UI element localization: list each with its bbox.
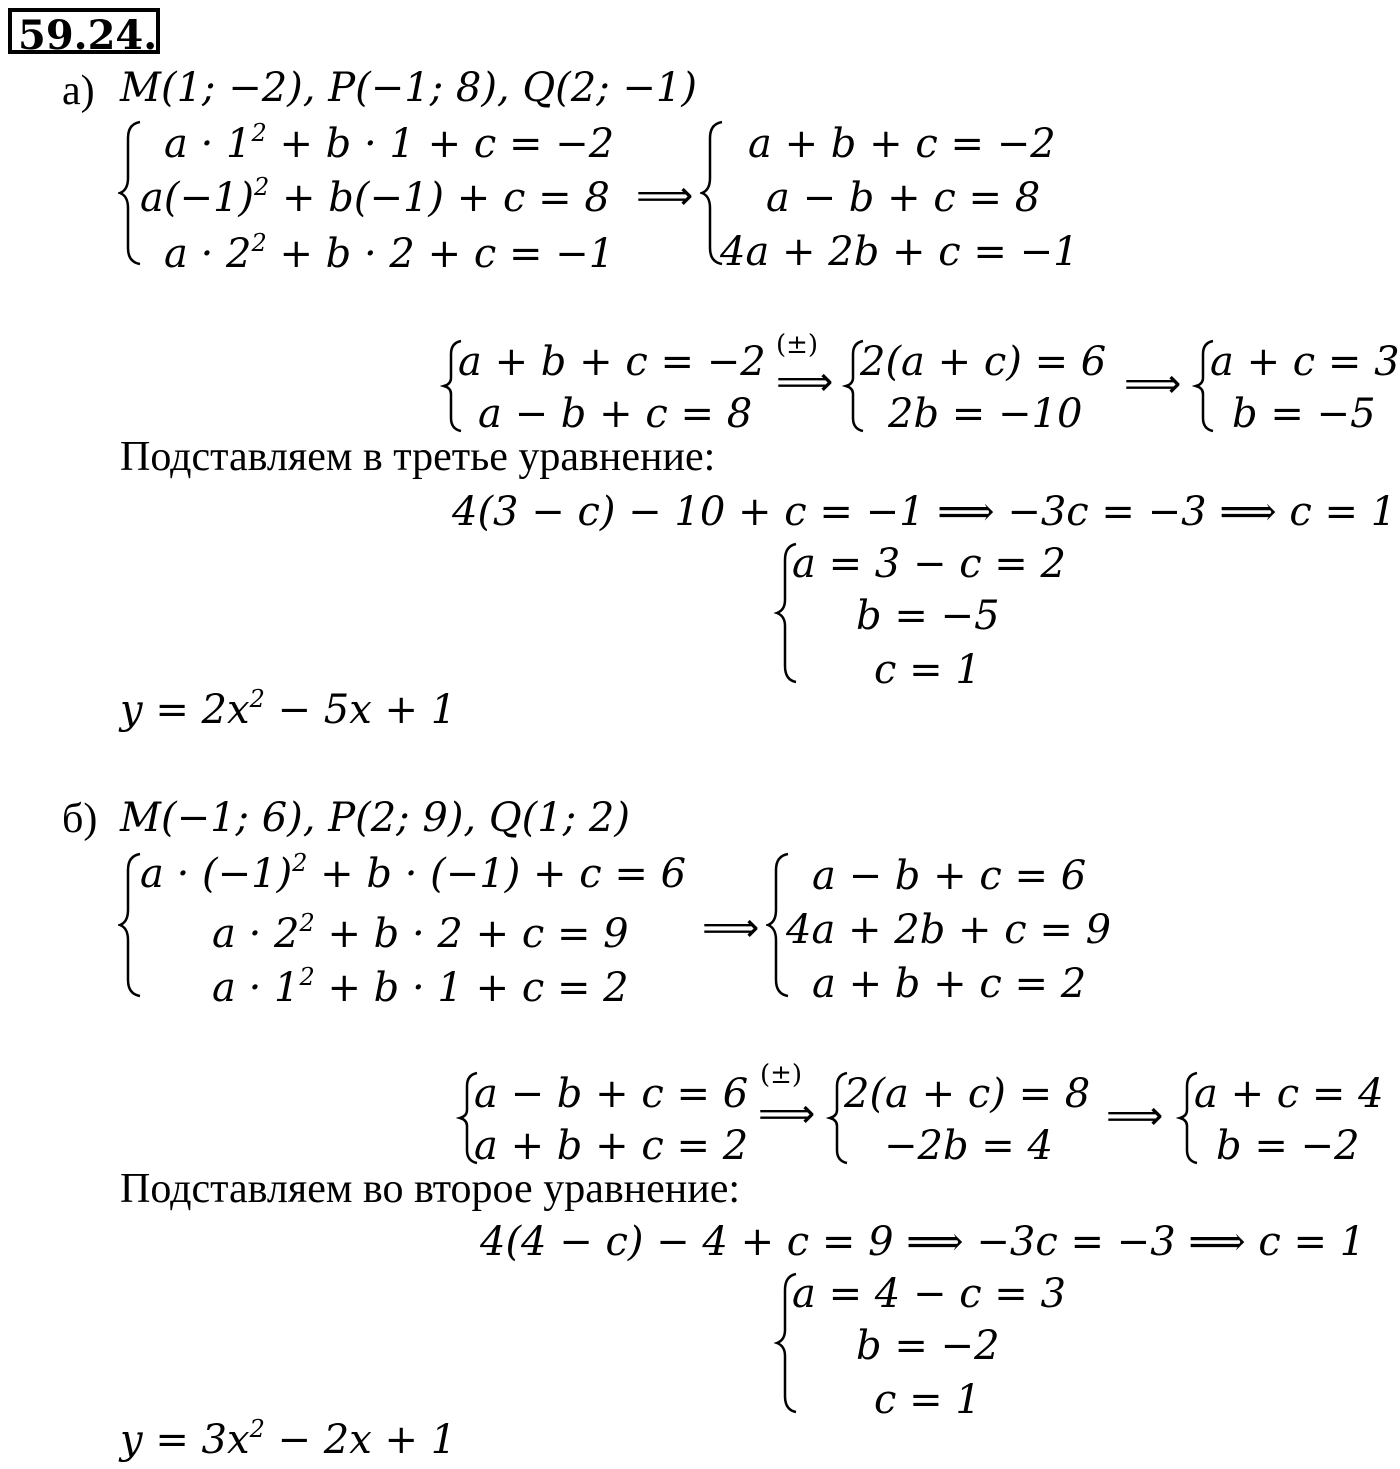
equation-row: c = 1 (874, 647, 981, 693)
equation-row: 2(a + c) = 6 (860, 339, 1107, 385)
equation-row: a − b + c = 6 (474, 1071, 749, 1117)
part-a-answer: $y = 2x^2 - 5x + 1$ (120, 685, 457, 733)
equation-row: b = −5 (856, 593, 1000, 639)
part-b-substitute-text: Подставляем во второе уравнение: (120, 1166, 741, 1212)
equation-row: −2b = 4 (884, 1123, 1053, 1169)
implies-arrow: ⟹ (1124, 361, 1182, 407)
equation-row: a = 3 − c = 2 (792, 541, 1066, 587)
part-b-points: M(−1; 6), P(2; 9), Q(1; 2) (120, 795, 630, 841)
equation-row: a + b + c = −2 (458, 339, 766, 385)
problem-number: 59.24. (8, 8, 160, 54)
equation-row: 2b = −10 (888, 391, 1083, 437)
equation-row: a = 4 − c = 3 (792, 1271, 1066, 1317)
equation-row: $a \cdot 1^2 + b \cdot 1 + c = -2$ (164, 119, 615, 167)
equation-row: $a \cdot 1^2 + b \cdot 1 + c = 2$ (212, 963, 629, 1011)
equation-row: $a \cdot 2^2 + b \cdot 2 + c = -1$ (164, 229, 615, 277)
part-a-system2 (440, 338, 770, 438)
part-a-system1-right (700, 118, 1090, 278)
part-b-label: б) (62, 796, 98, 842)
equation-row: a + c = 4 (1194, 1071, 1384, 1117)
part-b-system4 (1176, 1070, 1396, 1170)
plus-minus-note: (±) (776, 330, 819, 360)
equation-row: a − b + c = 8 (766, 175, 1041, 221)
implies-arrow: ⟹ (776, 359, 834, 405)
part-a-system4 (1192, 338, 1398, 438)
equation-row: a + c = 3 (1210, 339, 1400, 385)
part-a-label: а) (62, 68, 95, 114)
equation-row: a + b + c = −2 (748, 121, 1056, 167)
implies-arrow: ⟹ (758, 1091, 816, 1137)
part-a-points: M(1; −2), P(−1; 8), Q(2; −1) (120, 65, 697, 111)
part-b-answer: $y = 3x^2 - 2x + 1$ (120, 1415, 457, 1463)
equation-row: b = −2 (1216, 1123, 1360, 1169)
equation-row: a − b + c = 6 (812, 853, 1087, 899)
part-b-system2 (456, 1070, 756, 1170)
equation-row: 2(a + c) = 8 (844, 1071, 1091, 1117)
part-a-equation: 4(3 − c) − 10 + c = −1 ⟹ −3c = −3 ⟹ c = 1 (452, 489, 1397, 535)
equation-row: c = 1 (874, 1377, 981, 1423)
part-a-system3 (842, 338, 1122, 438)
implies-arrow: ⟹ (636, 173, 694, 219)
part-a-system1-left (118, 118, 638, 278)
equation-row: a + b + c = 2 (474, 1123, 749, 1169)
implies-arrow: ⟹ (1106, 1093, 1164, 1139)
part-b-result-system (774, 1270, 1094, 1423)
equation-row: $a \cdot 2^2 + b \cdot 2 + c = 9$ (212, 909, 629, 957)
equation-row: $a(-1)^2 + b(-1) + c = 8$ (140, 173, 610, 221)
equation-row: b = −5 (1232, 391, 1376, 437)
part-a-result-system (774, 540, 1094, 693)
equation-row: b = −2 (856, 1323, 1000, 1369)
implies-arrow: ⟹ (702, 905, 760, 951)
equation-row: $a \cdot (-1)^2 + b \cdot (-1) + c = 6$ (140, 849, 687, 897)
equation-row: 4a + 2b + c = −1 (720, 229, 1079, 275)
equation-row: a − b + c = 8 (478, 391, 753, 437)
part-b-system1-left (118, 850, 708, 1010)
part-b-system3 (826, 1070, 1106, 1170)
part-b-system1-right (766, 850, 1126, 1010)
plus-minus-note: (±) (760, 1060, 803, 1090)
part-b-equation: 4(4 − c) − 4 + c = 9 ⟹ −3c = −3 ⟹ c = 1 (480, 1219, 1366, 1265)
equation-row: 4a + 2b + c = 9 (786, 907, 1112, 953)
part-a-substitute-text: Подставляем в третье уравнение: (120, 434, 716, 480)
equation-row: a + b + c = 2 (812, 961, 1087, 1007)
